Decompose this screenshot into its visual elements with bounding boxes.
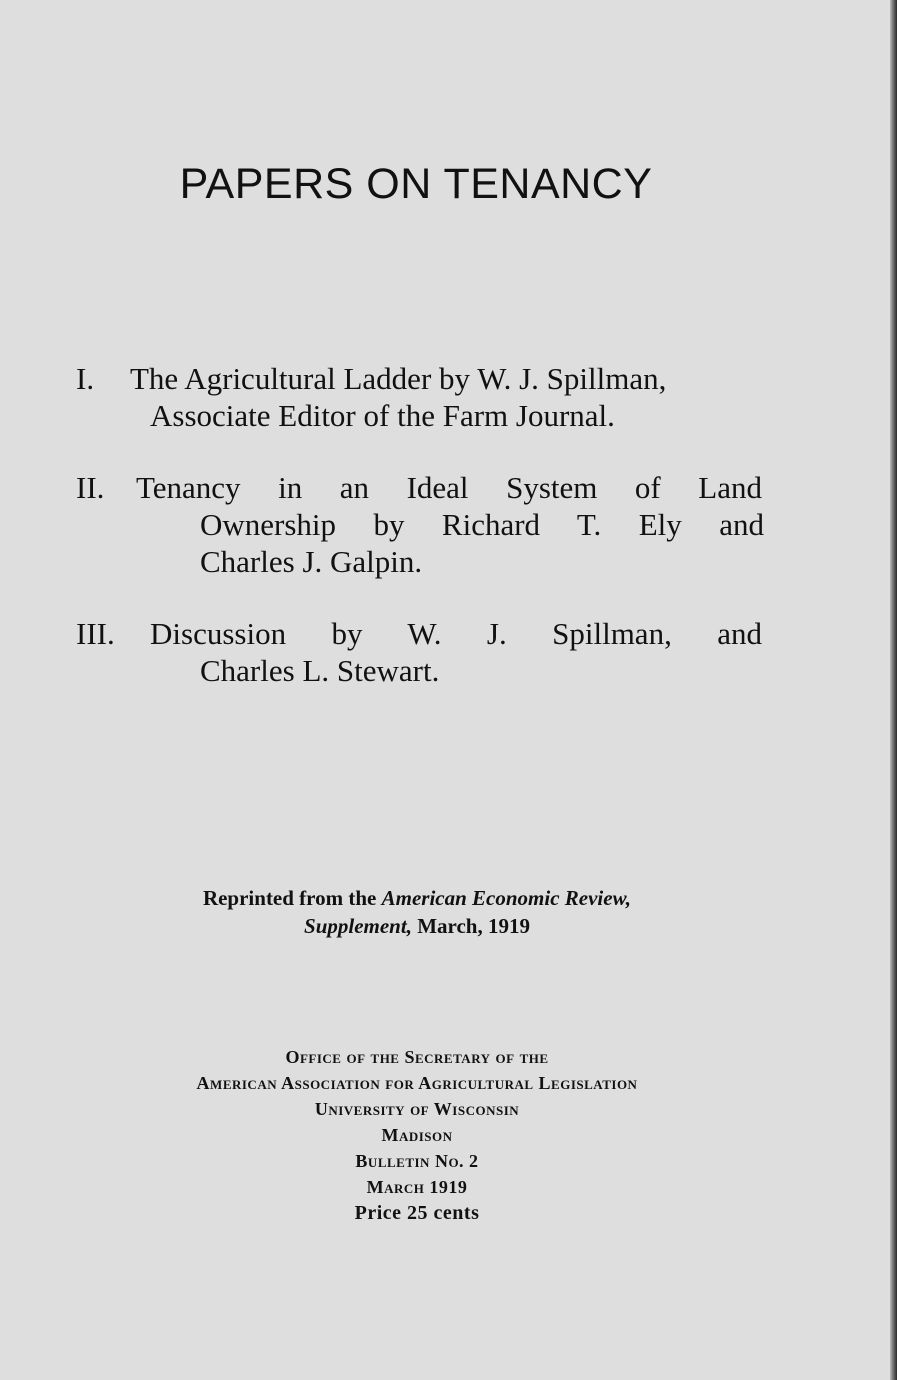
page-edge-shadow [890,0,897,1380]
toc-item-3 [76,615,764,689]
toc-item-1-line1 [76,360,764,397]
office-line: Office of the Secretary of the [285,1047,549,1067]
toc-item-2-line1 [76,469,764,506]
reprint-journal: American Economic Review, [381,886,632,910]
university-line: University of Wisconsin [314,1099,520,1119]
date-line: March 1919 [366,1177,468,1197]
reprint-prefix: Reprinted from the [202,886,377,910]
reprint-note [0,884,834,940]
toc-item-2-line3: Charles J. Galpin. [200,544,423,579]
toc-item-3-numeral: III. [76,616,115,651]
toc-item-2-numeral: II. [76,470,105,505]
toc-item-2 [76,469,764,580]
reprint-supplement: Supplement, [304,914,412,938]
reprint-date: March, 1919 [417,914,530,938]
toc-item-1-text1: The Agricultural Ladder by W. J. Spillman, [130,361,667,396]
toc-item-3-text1: Discussion by W. J. Spillman, and [150,616,762,651]
reprint-line2 [0,912,834,940]
association-line: American Association for Agricultural Legislation [196,1073,638,1093]
toc-item-3-line1 [76,615,764,652]
city-line: Madison [381,1125,453,1145]
toc-item-1-line2: Associate Editor of the Farm Journal. [150,398,615,433]
toc-item-1-numeral: I. [76,361,95,396]
bulletin-line: Bulletin No. 2 [355,1151,479,1171]
publisher-block [0,1044,834,1226]
reprint-line1 [0,884,834,912]
toc-item-3-line2: Charles L. Stewart. [200,653,440,688]
toc-item-2-line2: Ownership by Richard T. Ely and [200,507,764,542]
page-title: PAPERS ON TENANCY [179,160,653,208]
toc-item-1 [76,360,764,434]
price-line: Price 25 cents [354,1202,480,1224]
toc-item-2-text1: Tenancy in an Ideal System of Land [136,470,762,505]
